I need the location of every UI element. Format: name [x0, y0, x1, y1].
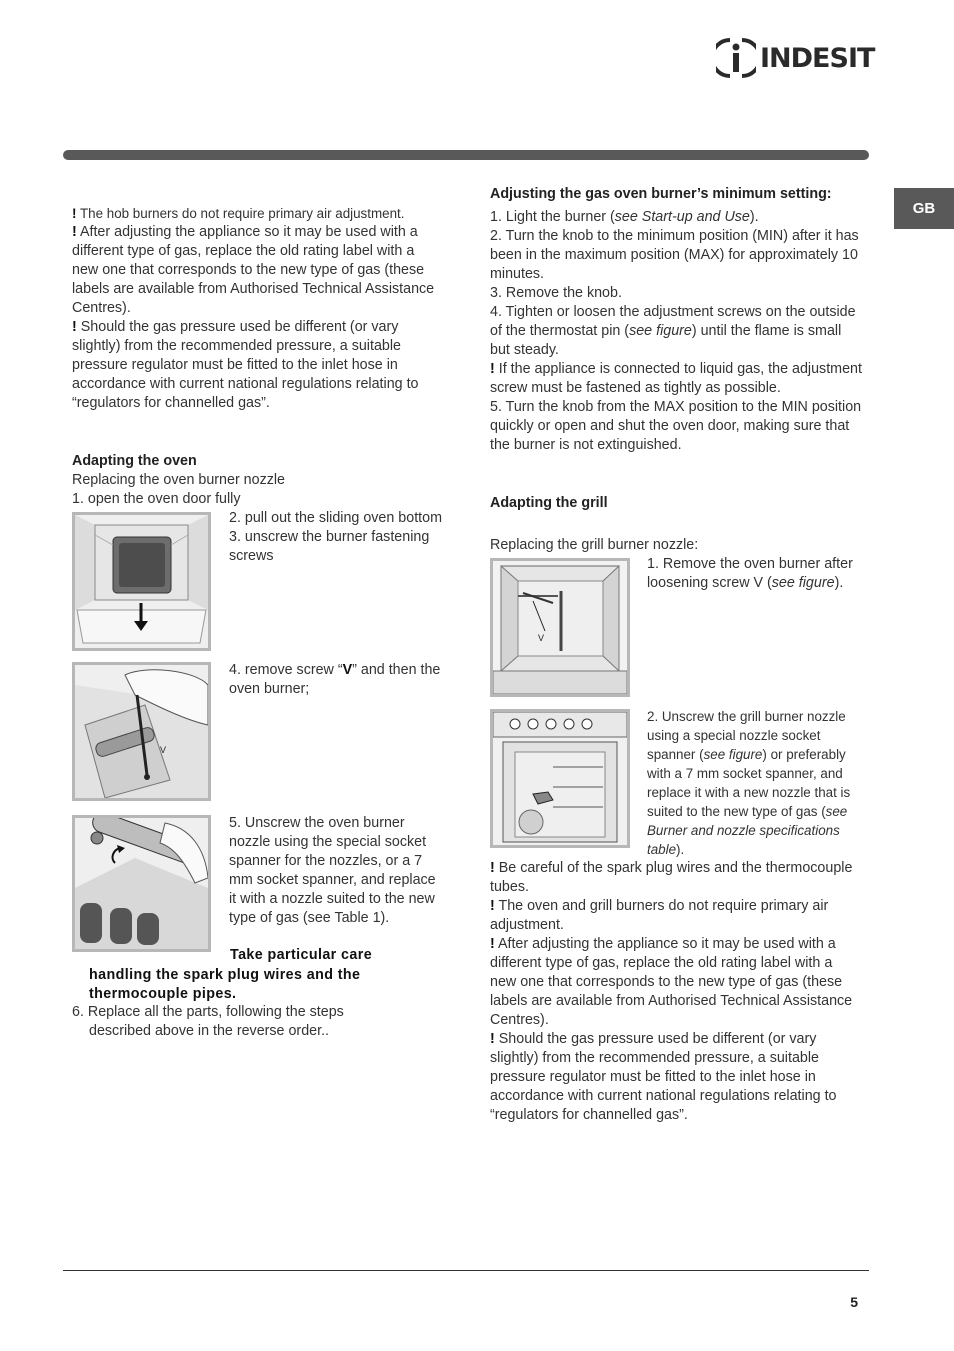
- note-primary-air: ! The oven and grill burners do not require primary air adjustment.: [490, 898, 829, 933]
- oven-heading: Adapting the oven: [72, 453, 197, 469]
- note-rating-label-right: ! After adjusting the appliance so it may be used with a different type of gas, replace the old rating label with a new one that corresponds to the new type of gas (these labels are available from Authorised Technical Assistance Centres).: [490, 936, 853, 1028]
- oven-steps-2-3: [229, 509, 447, 566]
- header-divider-bar: [63, 150, 869, 160]
- oven-step-2: 2. pull out the sliding oven bottom: [229, 510, 443, 526]
- grill-step-1: 1. Remove the oven burner after loosening screw V (see figure).: [647, 556, 853, 591]
- min-step-5: 5. Turn the knob from the MAX position to the MIN position quickly or open and shut the oven door, making sure that the burner is not extinguished.: [490, 399, 862, 453]
- figure-remove-screw: [72, 662, 211, 801]
- grill-notes: [490, 859, 862, 1125]
- figure-grill-nozzle: [490, 709, 630, 848]
- min-step-1: 1. Light the burner (see Start-up and Use).: [490, 209, 759, 225]
- figure-screw-label: V: [160, 745, 167, 755]
- brand-logo: [716, 36, 874, 80]
- note-gas-pressure-right: ! Should the gas pressure used be different (or vary slightly) from the recommended pressure, a suitable pressure regulator must be fitted to the inlet hose in accordance with current national regulations relating to “regulators for channelled gas”.: [490, 1031, 837, 1123]
- grill-heading-block: [490, 494, 862, 513]
- figure-unscrew-nozzle: [72, 815, 211, 952]
- left-notes: [72, 204, 444, 413]
- figure-oven-bottom: [72, 512, 211, 651]
- note-gas-pressure: ! Should the gas pressure used be different (or vary slightly) from the recommended pressure, a suitable pressure regulator must be fitted to the inlet hose in accordance with current national regulations relating to “regulators for channelled gas”.: [72, 319, 419, 411]
- min-note-liquid-gas: ! If the appliance is connected to liquid gas, the adjustment screw must be fastened as tightly as possible.: [490, 361, 862, 396]
- oven-step-4: 4. remove screw “V” and then the oven burner;: [229, 662, 441, 697]
- language-tab: GB: [894, 188, 954, 229]
- footer-divider: [63, 1270, 869, 1271]
- indesit-logo-icon: [716, 36, 756, 80]
- oven-step-3: 3. unscrew the burner fastening screws: [229, 529, 430, 564]
- grill-subheading: Replacing the grill burner nozzle:: [490, 537, 699, 553]
- grill-heading: Adapting the grill: [490, 495, 608, 511]
- brand-name: INDESIT: [760, 42, 875, 74]
- note-hob-burners: ! The hob burners do not require primary air adjustment.: [72, 206, 405, 221]
- min-step-2: 2. Turn the knob to the minimum position (MIN) after it has been in the maximum position (MAX) for approximately 10 minutes.: [490, 228, 859, 282]
- min-setting-heading: Adjusting the gas oven burner’s minimum setting:: [490, 186, 832, 202]
- note-rating-label: ! After adjusting the appliance so it may be used with a different type of gas, replace the old rating label with a new one that corresponds to the new type of gas (these labels are available from Authorised Technical Assistance Centres).: [72, 224, 435, 316]
- grill-subheading-block: [490, 536, 862, 555]
- grill-step-2: 2. Unscrew the grill burner nozzle using a special nozzle socket spanner (see figure) or preferably with a 7 mm socket spanner, and replace it with a new nozzle that is suited to the new type of gas (see Burner and nozzle specifications table).: [647, 709, 851, 857]
- oven-subheading: Replacing the oven burner nozzle: [72, 472, 286, 488]
- warning-spark-plug: Take particular care handling the spark plug wires and the thermocouple pipes.: [89, 947, 373, 1002]
- oven-step-6: 6. Replace all the parts, following the steps described above in the reverse order..: [72, 1004, 344, 1039]
- figure-grill-screw: [490, 558, 630, 697]
- grill-screw-label: V: [538, 633, 545, 643]
- oven-section-intro: [72, 452, 444, 509]
- oven-step-1: 1. open the oven door fully: [72, 491, 241, 507]
- note-spark-plug: ! Be careful of the spark plug wires and the thermocouple tubes.: [490, 860, 853, 895]
- oven-step-5: 5. Unscrew the oven burner nozzle using the special socket spanner for the nozzles, or a 7 mm socket spanner, and replace it with a nozzle suited to the new type of gas (see Table 1).: [229, 815, 436, 926]
- min-step-4: 4. Tighten or loosen the adjustment screws on the outside of the thermostat pin (see figure) until the flame is small but steady.: [490, 304, 856, 358]
- page-number: 5: [850, 1294, 858, 1310]
- min-step-3: 3. Remove the knob.: [490, 285, 622, 301]
- min-setting-section: [490, 185, 862, 455]
